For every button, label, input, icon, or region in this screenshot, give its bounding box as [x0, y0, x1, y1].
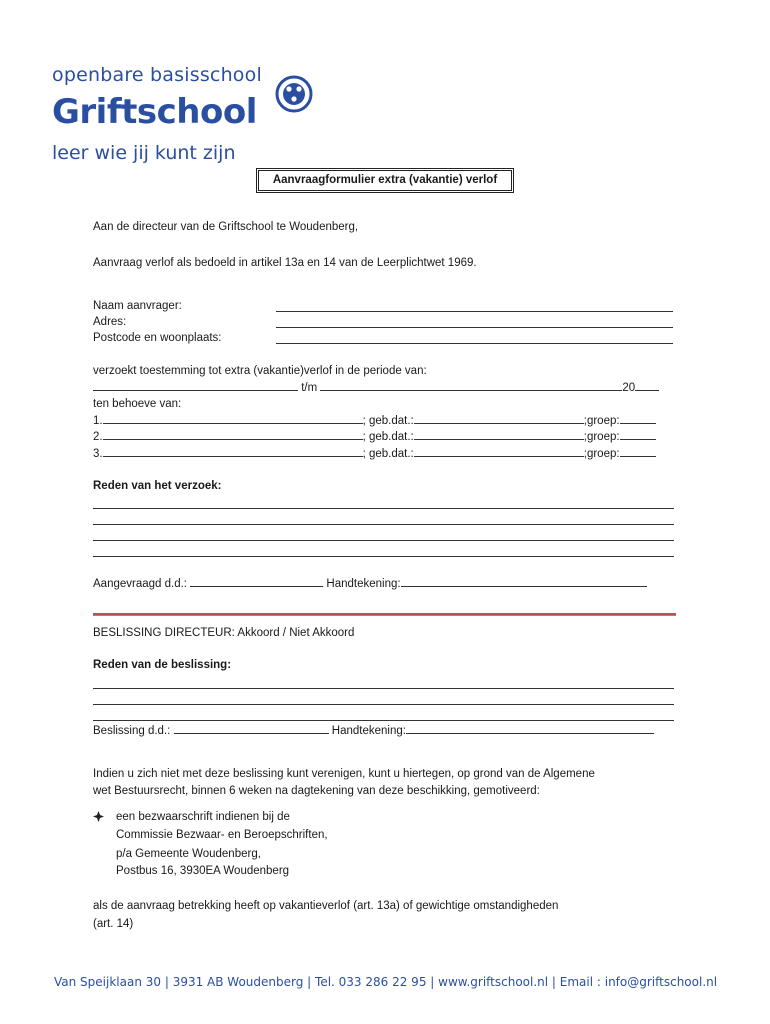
- logo-school-name: Griftschool: [52, 92, 257, 132]
- child-row: [93, 429, 656, 444]
- salutation: Aan de directeur van de Griftschool te Woudenberg,: [93, 221, 359, 233]
- child-number: 3.: [93, 448, 103, 460]
- child-name-field[interactable]: [103, 413, 363, 424]
- child-group-label: ;groep:: [583, 448, 620, 460]
- decision-date-label: Beslissing d.d.:: [93, 725, 171, 737]
- child-group-field[interactable]: [620, 413, 656, 424]
- requested-signature-field[interactable]: [401, 576, 647, 587]
- child-group-field[interactable]: [620, 429, 656, 440]
- reason-line[interactable]: [93, 524, 674, 525]
- applicant-name-field[interactable]: [276, 311, 673, 312]
- period-start-field[interactable]: [93, 380, 298, 391]
- objection-address-line: p/a Gemeente Woudenberg,: [116, 848, 261, 860]
- period-request-text: verzoekt toestemming tot extra (vakantie)verlof in de periode van:: [93, 365, 427, 377]
- child-dob-field[interactable]: [414, 429, 584, 440]
- objection-address-line: Commissie Bezwaar- en Beroepschriften,: [116, 829, 328, 841]
- reason-line[interactable]: [93, 540, 674, 541]
- logo-emblem-icon: [274, 74, 314, 114]
- child-number: 2.: [93, 431, 103, 443]
- objection-address-line: een bezwaarschrift indienen bij de: [116, 811, 290, 823]
- diamond-bullet-icon: [93, 811, 104, 822]
- requested-signature-label: Handtekening:: [326, 578, 401, 590]
- decision-reason-heading: Reden van de beslissing:: [93, 659, 232, 671]
- child-name-field[interactable]: [103, 446, 363, 457]
- reason-heading: Reden van het verzoek:: [93, 480, 222, 492]
- behalf-label: ten behoeve van:: [93, 398, 182, 410]
- page-footer: Van Speijklaan 30 | 3931 AB Woudenberg | Tel. 033 286 22 95 | www.griftschool.nl | Email : info@griftschool.nl: [54, 975, 718, 989]
- decision-reason-line[interactable]: [93, 704, 674, 705]
- period-end-field[interactable]: [320, 380, 622, 391]
- decision-signature-label: Handtekening:: [331, 725, 406, 737]
- child-dob-field[interactable]: [414, 413, 584, 424]
- applicant-address-label: Adres:: [93, 316, 127, 328]
- objection-text-line2: wet Bestuursrecht, binnen 6 weken na dagtekening van deze beschikking, gemotiveerd:: [93, 785, 540, 797]
- logo-subtitle: openbare basisschool: [52, 64, 262, 86]
- decision-date-field[interactable]: [174, 723, 329, 734]
- period-year-label: 20: [622, 382, 636, 394]
- closing-text-line1: als de aanvraag betrekking heeft op vakantieverlof (art. 13a) of gewichtige omstandigheden: [93, 900, 559, 912]
- child-dob-label: ; geb.dat.:: [362, 415, 414, 427]
- child-row: [93, 446, 656, 461]
- child-dob-label: ; geb.dat.:: [362, 431, 414, 443]
- decision-signature-field[interactable]: [406, 723, 654, 734]
- child-dob-label: ; geb.dat.:: [362, 448, 414, 460]
- requested-date-label: Aangevraagd d.d.:: [93, 578, 187, 590]
- applicant-name-label: Naam aanvrager:: [93, 300, 182, 312]
- logo-tagline: leer wie jij kunt zijn: [52, 142, 236, 164]
- decision-reason-line[interactable]: [93, 688, 674, 689]
- decision-reason-line[interactable]: [93, 720, 674, 721]
- period-tm-label: t/m: [301, 382, 318, 394]
- form-title: Aanvraagformulier extra (vakantie) verlof: [258, 170, 512, 191]
- objection-address-line: Postbus 16, 3930EA Woudenberg: [116, 865, 290, 877]
- child-number: 1.: [93, 415, 103, 427]
- child-group-label: ;groep:: [583, 415, 620, 427]
- requested-date-field[interactable]: [190, 576, 323, 587]
- period-year-field[interactable]: [635, 380, 659, 391]
- reason-line[interactable]: [93, 556, 674, 557]
- section-separator: [93, 613, 676, 616]
- child-group-label: ;groep:: [583, 431, 620, 443]
- child-name-field[interactable]: [103, 429, 363, 440]
- requested-row: [93, 576, 647, 591]
- child-group-field[interactable]: [620, 446, 656, 457]
- child-row: [93, 413, 656, 428]
- applicant-address-field[interactable]: [276, 327, 673, 328]
- applicant-postal-label: Postcode en woonplaats:: [93, 332, 222, 344]
- closing-text-line2: (art. 14): [93, 918, 134, 930]
- child-dob-field[interactable]: [414, 446, 584, 457]
- decision-heading: BESLISSING DIRECTEUR: Akkoord / Niet Akkoord: [93, 627, 355, 639]
- objection-text-line1: Indien u zich niet met deze beslissing kunt verenigen, kunt u hiertegen, op grond van de Algemene: [93, 768, 595, 780]
- intro-text: Aanvraag verlof als bedoeld in artikel 13a en 14 van de Leerplichtwet 1969.: [93, 257, 477, 269]
- applicant-postal-field[interactable]: [276, 343, 673, 344]
- reason-line[interactable]: [93, 508, 674, 509]
- decision-row: [93, 723, 654, 738]
- period-line: [93, 380, 659, 395]
